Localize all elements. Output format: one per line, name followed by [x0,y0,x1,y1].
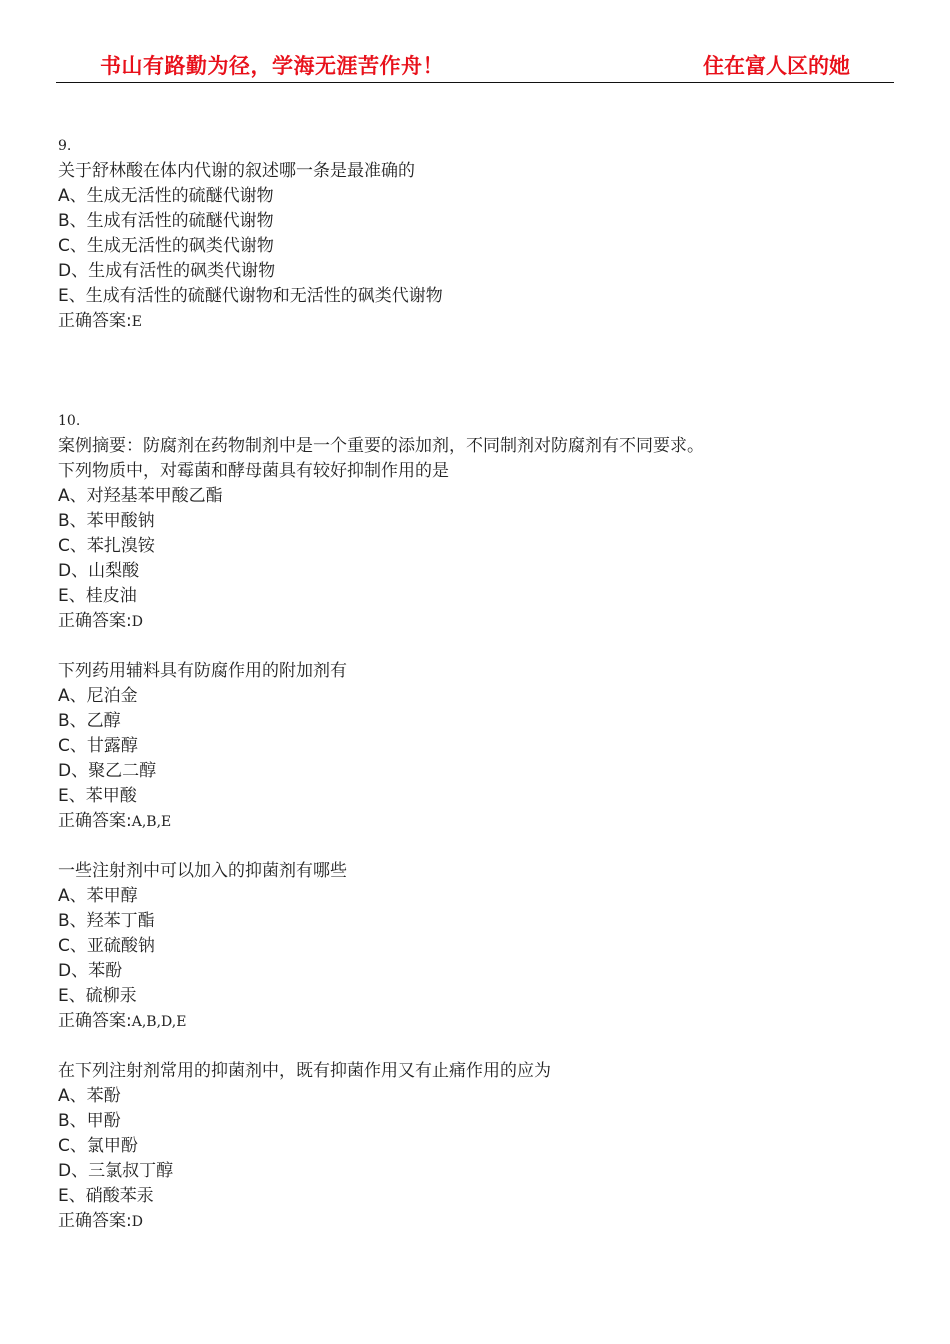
question-block [58,859,898,1034]
answer-value: E [131,314,142,330]
question-stem: 在下列注射剂常用的抑菌剂中，既有抑菌作用又有止痛作用的应为 [58,1061,551,1081]
question-number: 10. [58,413,81,429]
option-a: A、生成无活性的硫醚代谢物 [58,186,274,206]
question-block [58,659,898,834]
option-b: B、甲酚 [58,1111,121,1131]
answer-value: A,B,D,E [131,1014,187,1030]
answer-line [58,1009,898,1034]
answer-line [58,809,898,834]
option-b: B、羟苯丁酯 [58,911,155,931]
option-c: C、氯甲酚 [58,1136,138,1156]
option-b: B、生成有活性的硫醚代谢物 [58,211,274,231]
answer-value: D [131,1214,143,1230]
option-e: E、硫柳汞 [58,986,137,1006]
answer-label: 正确答案: [58,311,132,331]
option-e: E、硝酸苯汞 [58,1186,154,1206]
question-number: 9. [58,138,72,154]
option-a: A、尼泊金 [58,686,138,706]
option-d: D、三氯叔丁醇 [58,1161,174,1181]
option-d: D、聚乙二醇 [58,761,157,781]
option-d: D、山梨酸 [58,561,140,581]
answer-line [58,609,898,634]
question-block [58,134,898,334]
option-c: C、亚硫酸钠 [58,936,155,956]
option-e: E、苯甲酸 [58,786,137,806]
question-stem: 下列药用辅料具有防腐作用的附加剂有 [58,661,347,681]
question-block [58,409,898,634]
option-a: A、苯甲醇 [58,886,138,906]
option-c: C、苯扎溴铵 [58,536,155,556]
option-d: D、苯酚 [58,961,123,981]
header-motto: 书山有路勤为径，学海无涯苦作舟！ [100,54,444,78]
question-stem: 下列物质中，对霉菌和酵母菌具有较好抑制作用的是 [58,461,449,481]
answer-value: A,B,E [131,814,172,830]
answer-value: D [131,614,143,630]
page-header [56,48,894,83]
question-block [58,1059,898,1234]
answer-label: 正确答案: [58,611,132,631]
question-stem: 关于舒林酸在体内代谢的叙述哪一条是最准确的 [58,161,415,181]
answer-label: 正确答案: [58,1211,132,1231]
option-a: A、对羟基苯甲酸乙酯 [58,486,223,506]
option-a: A、苯酚 [58,1086,121,1106]
option-b: B、乙醇 [58,711,121,731]
option-c: C、甘露醇 [58,736,138,756]
question-stem: 一些注射剂中可以加入的抑菌剂有哪些 [58,861,347,881]
answer-label: 正确答案: [58,811,132,831]
option-d: D、生成有活性的砜类代谢物 [58,261,276,281]
document-body [58,134,898,1234]
case-summary: 案例摘要：防腐剂在药物制剂中是一个重要的添加剂，不同制剂对防腐剂有不同要求。 [58,436,704,456]
answer-label: 正确答案: [58,1011,132,1031]
header-author: 住在富人区的她 [703,54,850,78]
answer-line [58,1209,898,1234]
option-b: B、苯甲酸钠 [58,511,155,531]
option-e: E、桂皮油 [58,586,137,606]
option-e: E、生成有活性的硫醚代谢物和无活性的砜类代谢物 [58,286,443,306]
option-c: C、生成无活性的砜类代谢物 [58,236,274,256]
answer-line [58,309,898,334]
